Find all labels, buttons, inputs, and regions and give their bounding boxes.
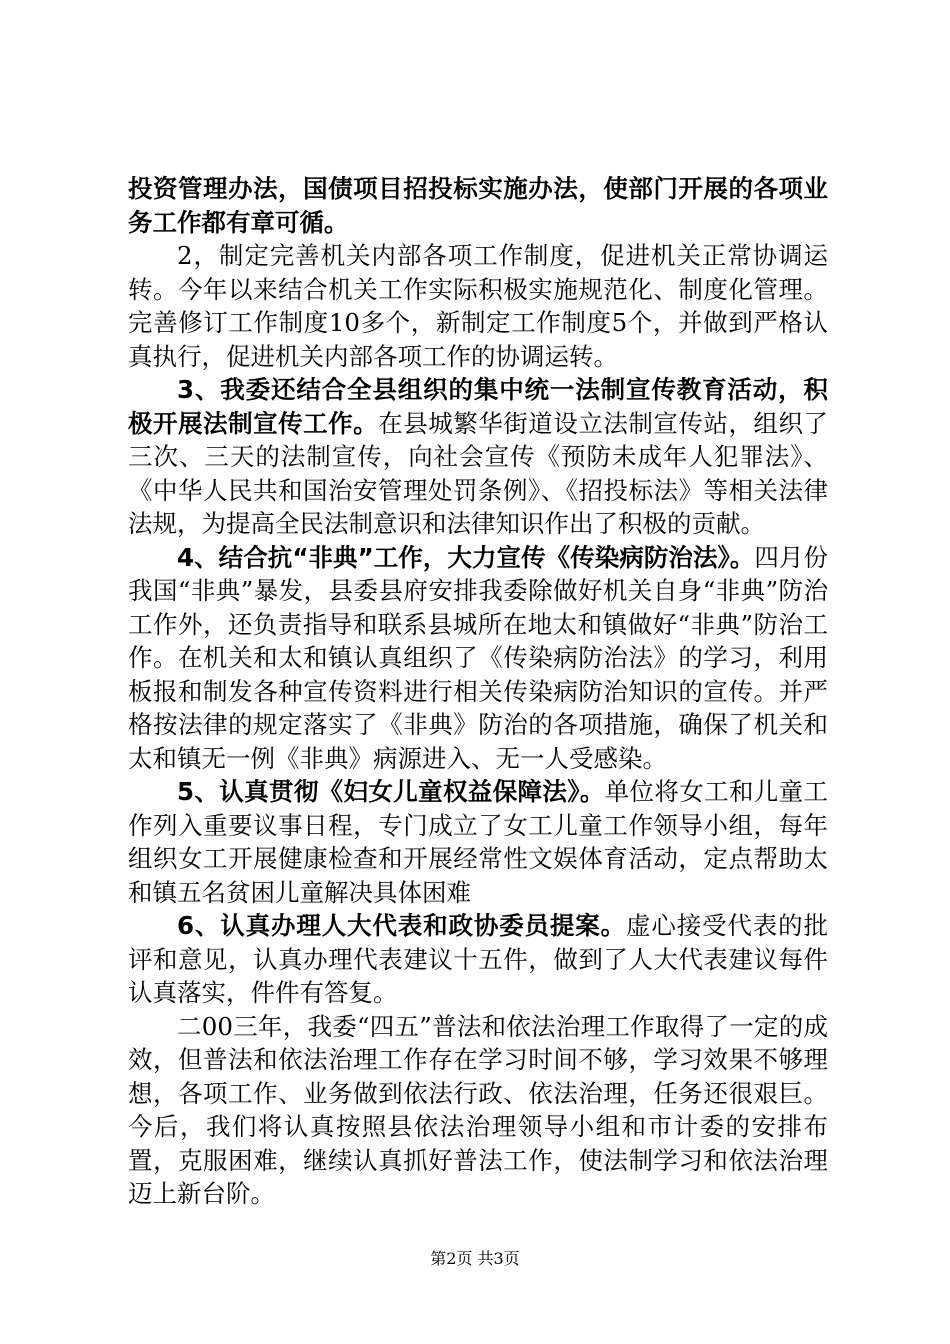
- paragraph-6: [128, 909, 828, 1010]
- continuation-paragraph: 投资管理办法，国债项目招投标实施办法，使部门开展的各项业务工作都有章可循。: [128, 174, 828, 237]
- paragraph-2: 2，制定完善机关内部各项工作制度，促进机关正常协调运转。今年以来结合机关工作实际积极实施规范化、制度化管理。完善修订工作制度10多个，新制定工作制度5个，并做到严格认真执行，促进机关内部各项工作的协调运转。: [128, 241, 828, 371]
- paragraph-3-body: 在县城繁华街道设立法制宣传站，组织了三次、三天的法制宣传，向社会宣传《预防未成年人犯罪法》、《中华人民共和国治安管理处罚条例》、《招投标法》等相关法律法规，为提高全民法制意识和法律知识作出了积极的贡献。: [128, 408, 829, 538]
- page-footer: 第2页 共3页: [430, 1249, 520, 1268]
- paragraph-5-body: 单位将女工和儿童工作列入重要议事日程，专门成立了女工儿童工作领导小组，每年组织女工开展健康检查和开展经常性文娱体育活动，定点帮助太和镇五名贫困儿童解决具体困难: [128, 777, 829, 907]
- paragraph-3: [128, 373, 828, 541]
- paragraph-6-body: 虚心接受代表的批评和意见，认真办理代表建议十五件，做到了人大代表建议每件认真落实，件件有答复。: [128, 911, 829, 1007]
- document-body: [128, 172, 828, 1211]
- paragraph-7: 二00三年，我委“四五”普法和依法治理工作取得了一定的成效，但普法和依法治理工作存在学习时间不够，学习效果不够理想，各项工作、业务做到依法行政、依法治理，任务还很艰巨。今后，我们将认真按照县依法治理领导小组和市计委的安排布置，克服困难，继续认真抓好普法工作，使法制学习和依法治理迈上新台阶。: [128, 1011, 828, 1208]
- paragraph-5: [128, 775, 828, 909]
- paragraph-4-body: 四月份我国“非典”暴发，县委县府安排我委除做好机关自身“非典”防治工作外，还负责指导和联系县城所在地太和镇做好“非典”防治工作。在机关和太和镇认真组织了《传染病防治法》的学习，利用板报和制发各种宣传资料进行相关传染病防治知识的宣传。并严格按法律的规定落实了《非典》防治的各项措施，确保了机关和太和镇无一例《非典》病源进入、无一人受感染。: [128, 542, 829, 773]
- paragraph-4: [128, 541, 828, 776]
- paragraph-4-heading: 4、结合抗“非典”工作，大力宣传《传染病防治法》。: [177, 542, 755, 572]
- paragraph-6-heading: 6、认真办理人大代表和政协委员提案。: [177, 911, 626, 940]
- paragraph-5-heading: 5、认真贯彻《妇女儿童权益保障法》。: [177, 777, 605, 806]
- paragraph-3-heading: 3、我委还结合全县组织的集中统一法制宣传教育活动，积极开展法制宣传工作。: [128, 375, 828, 438]
